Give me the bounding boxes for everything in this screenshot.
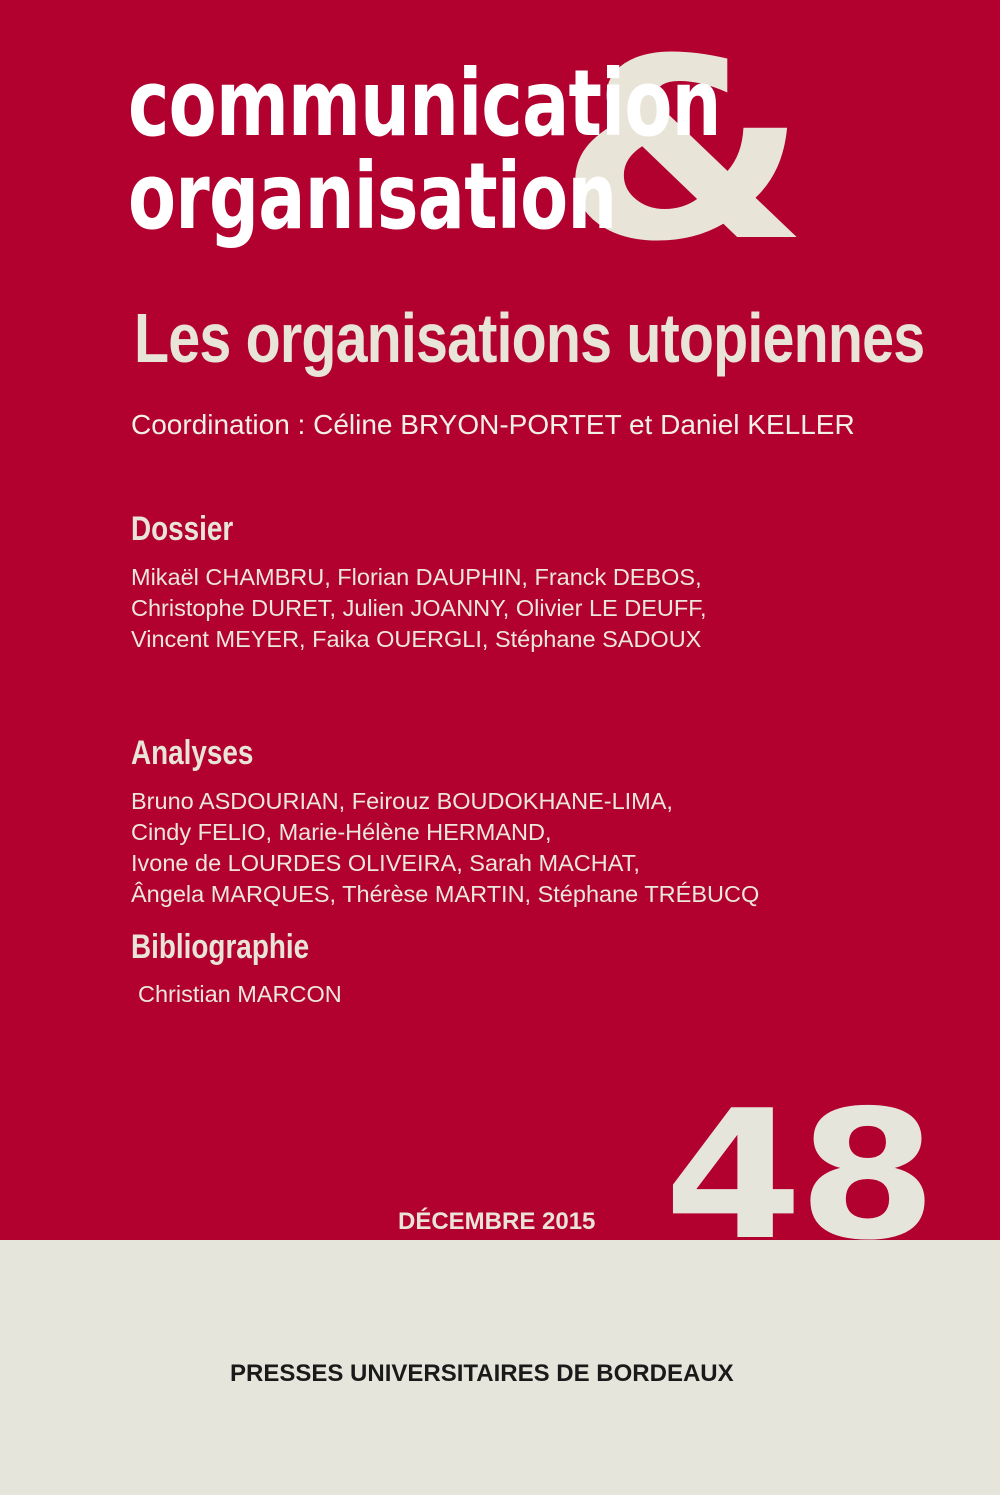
coordination-credit: Coordination : Céline BRYON-PORTET et Daniel KELLER [131,409,855,440]
journal-title-line-2: organisation [128,143,617,250]
author-line: Ivone de LOURDES OLIVEIRA, Sarah MACHAT, [131,850,640,876]
bibliographie-author-list [138,979,342,1010]
author-line: Ângela MARQUES, Thérèse MARTIN, Stéphane TRÉBUCQ [131,881,760,907]
author-line: Cindy FELIO, Marie-Hélène HERMAND, [131,819,552,845]
publisher-name: PRESSES UNIVERSITAIRES DE BORDEAUX [230,1360,734,1387]
author-line: Bruno ASDOURIAN, Feirouz BOUDOKHANE-LIMA, [131,788,673,814]
dossier-author-list [131,562,707,655]
section-heading-dossier: Dossier [131,510,234,548]
issue-number: 48 [664,1072,933,1279]
author-line: Christophe DURET, Julien JOANNY, Olivier LE DEUFF, [131,595,707,621]
author-line: Vincent MEYER, Faika OUERGLI, Stéphane SADOUX [131,626,702,652]
analyses-author-list [131,786,759,910]
journal-title-line-1: communication [128,50,721,157]
journal-ampersand: & [558,5,809,296]
author-line: Mikaël CHAMBRU, Florian DAUPHIN, Franck DEBOS, [131,564,702,590]
issue-title: Les organisations utopiennes [134,299,925,377]
section-heading-bibliographie: Bibliographie [131,928,310,966]
author-line: Christian MARCON [138,981,342,1007]
issue-date: DÉCEMBRE 2015 [398,1208,596,1235]
section-heading-analyses: Analyses [131,734,254,772]
